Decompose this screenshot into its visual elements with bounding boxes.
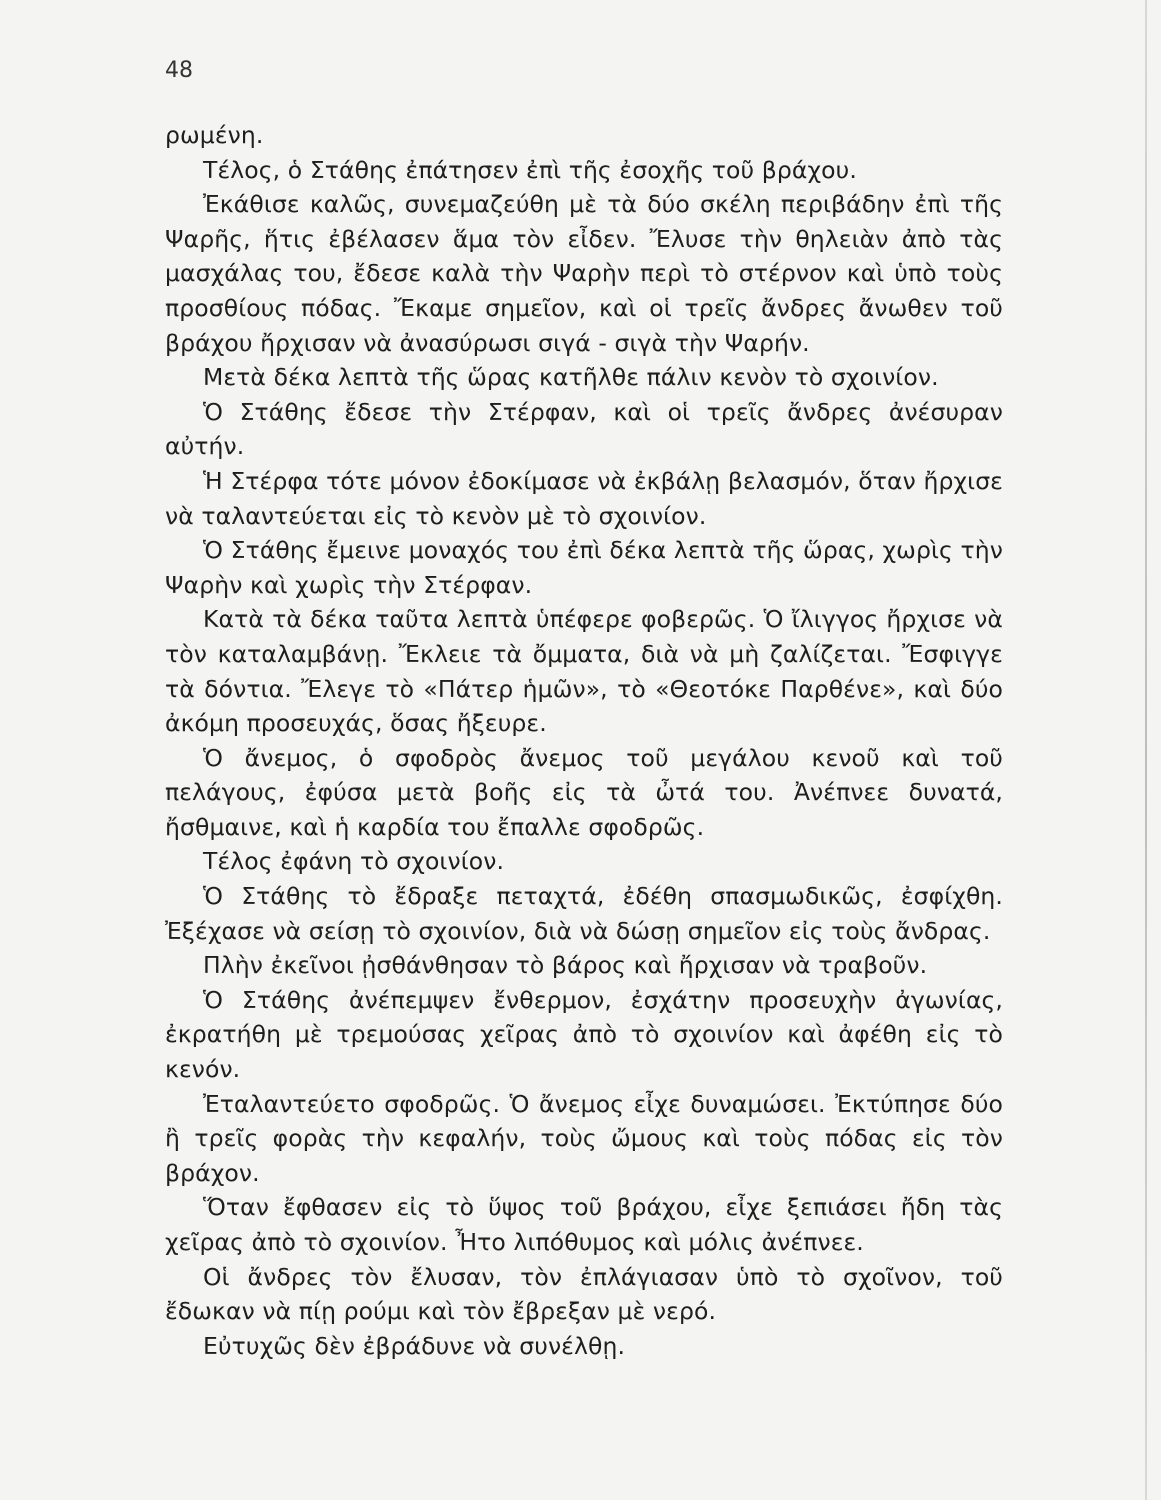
- paragraph: Ἐκάθισε καλῶς, συνεμαζεύθη μὲ τὰ δύο σκέλη περιβάδην ἐπὶ τῆς Ψαρῆς, ἥτις ἐβέλασεν ἅμα τὸν εἶδεν. Ἔλυσε τὴν θηλειὰν ἀπὸ τὰς μασχάλας του, ἔδεσε καλὰ τὴν Ψαρὴν περὶ τὸ στέρνον καὶ ὑπὸ τοὺς προσθίους πόδας. Ἔκαμε σημεῖον, καὶ οἱ τρεῖς ἄνδρες ἄνωθεν τοῦ βράχου ἤρχισαν νὰ ἀνασύρωσι σιγά - σιγὰ τὴν Ψαρήν.: [165, 190, 1003, 357]
- paragraph: Οἱ ἄνδρες τὸν ἔλυσαν, τὸν ἐπλάγιασαν ὑπὸ τὸ σχοῖνον, τοῦ ἔδωκαν νὰ πίῃ ρούμι καὶ τὸν ἔβρεξαν μὲ νερό.: [165, 1262, 1003, 1326]
- paragraph: Ὁ Στάθης ἔμεινε μοναχός του ἐπὶ δέκα λεπτὰ τῆς ὥρας, χωρὶς τὴν Ψαρὴν καὶ χωρὶς τὴν Στέρφαν.: [165, 536, 1003, 599]
- paragraph: Ὁ ἄνεμος, ὁ σφοδρὸς ἄνεμος τοῦ μεγάλου κενοῦ καὶ τοῦ πελάγους, ἐφύσα μετὰ βοῆς εἰς τὰ ὦτά του. Ἀνέπνεε δυνατά, ἤσθμαινε, καὶ ἡ καρδία του ἔπαλλε σφοδρῶς.: [165, 743, 1003, 841]
- paragraph: Ὁ Στάθης ἔδεσε τὴν Στέρφαν, καὶ οἱ τρεῖς ἄνδρες ἀνέσυραν αὐτήν.: [165, 397, 1003, 461]
- paragraph: Μετὰ δέκα λεπτὰ τῆς ὥρας κατῆλθε πάλιν κενὸν τὸ σχοινίον.: [203, 363, 939, 392]
- paragraph: ρωμένη.: [165, 121, 264, 149]
- paragraph: Ἐταλαντεύετο σφοδρῶς. Ὁ ἄνεμος εἶχε δυναμώσει. Ἐκτύπησε δύο ἢ τρεῖς φορὰς τὴν κεφαλήν, τοὺς ὤμους καὶ τοὺς πόδας εἰς τὸν βράχον.: [165, 1089, 1003, 1187]
- paragraph: Πλὴν ἐκεῖνοι ᾐσθάνθησαν τὸ βάρος καὶ ἤρχισαν νὰ τραβοῦν.: [203, 951, 928, 980]
- paragraph: Εὐτυχῶς δὲν ἐβράδυνε νὰ συνέλθῃ.: [203, 1331, 626, 1360]
- page-number: 48: [165, 58, 193, 83]
- paragraph: Κατὰ τὰ δέκα ταῦτα λεπτὰ ὑπέφερε φοβερῶς. Ὁ ἴλιγγος ἤρχισε νὰ τὸν καταλαμβάνῃ. Ἔκλειε τὰ ὄμματα, διὰ νὰ μὴ ζαλίζεται. Ἔσφιγγε τὰ δόντια. Ἔλεγε τὸ «Πάτερ ἡμῶν», τὸ «Θεοτόκε Παρθένε», καὶ δύο ἀκόμη προσευχάς, ὅσας ἤξευρε.: [165, 605, 1003, 738]
- paragraph: Ἡ Στέρφα τότε μόνον ἐδοκίμασε νὰ ἐκβάλῃ βελασμόν, ὅταν ἤρχισε νὰ ταλαντεύεται εἰς τὸ κενὸν μὲ τὸ σχοινίον.: [165, 466, 1003, 530]
- page-edge: [1145, 0, 1147, 1500]
- paragraph: Τέλος, ὁ Στάθης ἐπάτησεν ἐπὶ τῆς ἐσοχῆς τοῦ βράχου.: [203, 155, 857, 184]
- paragraph: Ὁ Στάθης τὸ ἔδραξε πεταχτά, ἐδέθη σπασμωδικῶς, ἐσφίχθη. Ἐξέχασε νὰ σείσῃ τὸ σχοινίον, διὰ νὰ δώσῃ σημεῖον εἰς τοὺς ἄνδρας.: [165, 882, 1003, 945]
- paragraph: Τέλος ἐφάνη τὸ σχοινίον.: [203, 847, 505, 876]
- body-text: [165, 118, 1003, 1363]
- paragraph: Ὁ Στάθης ἀνέπεμψεν ἔνθερμον, ἐσχάτην προσευχὴν ἀγωνίας, ἐκρατήθη μὲ τρεμούσας χεῖρας ἀπὸ τὸ σχοινίον καὶ ἀφέθη εἰς τὸ κενόν.: [165, 985, 1003, 1084]
- paragraph: Ὅταν ἔφθασεν εἰς τὸ ὕψος τοῦ βράχου, εἶχε ξεπιάσει ἤδη τὰς χεῖρας ἀπὸ τὸ σχοινίον. Ἦτο λιπόθυμος καὶ μόλις ἀνέπνεε.: [165, 1193, 1003, 1256]
